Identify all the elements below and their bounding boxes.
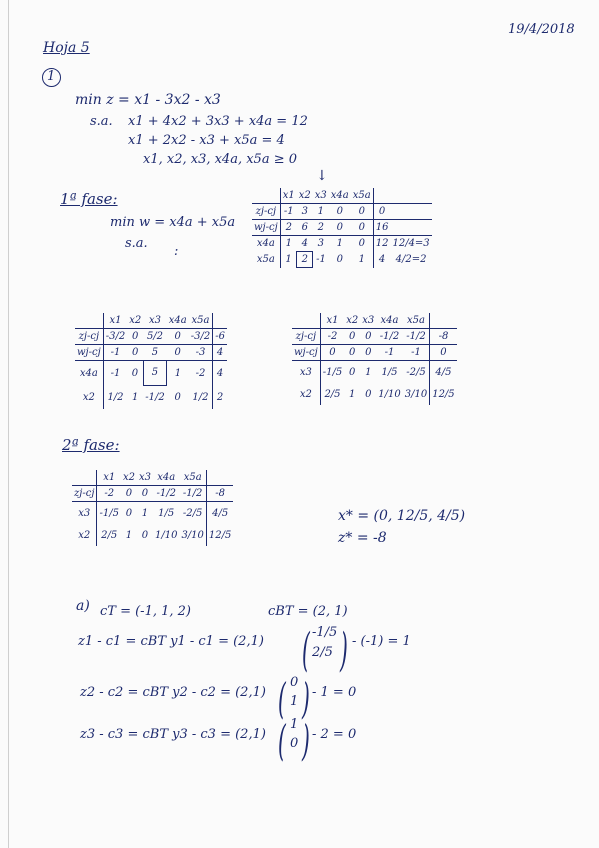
cell: -8: [430, 329, 457, 345]
header-cell: x3: [313, 188, 329, 204]
cell: -1/2: [145, 391, 165, 403]
cell: 3: [317, 238, 324, 250]
header-cell: x1: [103, 313, 127, 329]
cell: 1: [285, 238, 292, 250]
cell: 4/5: [212, 507, 229, 519]
cell: -2/5: [403, 361, 430, 384]
header-cell: x1: [320, 313, 344, 329]
header-cell: x1: [97, 470, 121, 486]
header-cell: x2: [121, 470, 137, 486]
cell: 0: [329, 204, 351, 220]
cell: 0: [365, 388, 372, 400]
cell: 0: [125, 507, 133, 519]
cell: 3: [297, 204, 313, 220]
cell: -1/5: [322, 366, 343, 378]
paren-open: (: [278, 673, 286, 724]
row-label: zj-cj: [252, 204, 280, 220]
problem-st-label: s.a.: [90, 114, 113, 129]
header-cell: x1: [280, 188, 297, 204]
cell: -3/2: [189, 329, 213, 345]
cell: 0: [131, 367, 139, 379]
basic-cost-vector: cBT = (2, 1): [268, 604, 348, 619]
header-cell: x2: [127, 313, 143, 329]
header-cell: [72, 470, 97, 486]
cell: 1: [285, 254, 292, 265]
cell: 0: [121, 486, 137, 502]
cell: 1: [174, 367, 182, 379]
cell: 0: [329, 220, 351, 236]
table-row: [252, 252, 432, 268]
pivot-cell: 2: [297, 252, 313, 268]
row-label: x2: [292, 383, 320, 405]
table-row: [252, 220, 432, 236]
ratio-cell: 4/2=2: [395, 254, 427, 265]
header-cell: x5a: [351, 188, 373, 204]
table-row: [292, 383, 457, 405]
cell: 2/5: [324, 388, 341, 400]
row-label: x4a: [75, 361, 103, 386]
row-label: zj-cj: [292, 329, 320, 345]
tableau-phase1-3: [292, 313, 457, 405]
phase2-label: 2ª fase:: [62, 436, 120, 454]
cell: -1: [110, 367, 121, 379]
date: 19/4/2018: [508, 22, 575, 37]
header-cell: [373, 188, 390, 204]
optimal-value: z* = -8: [338, 530, 387, 546]
cell: 12: [375, 238, 389, 250]
reduced-cost-3-right: - 2 = 0: [312, 727, 357, 742]
cell: 1: [125, 529, 133, 541]
problem-objective: min z = x1 - 3x2 - x3: [75, 92, 221, 108]
vector-y2-top: 0: [290, 675, 299, 690]
cell: -1: [280, 204, 297, 220]
cell: 0: [167, 329, 189, 345]
cell: 1/10: [378, 388, 401, 400]
cell: 2: [280, 220, 297, 236]
table-row: [72, 502, 233, 525]
phase1-label: 1ª fase:: [60, 190, 118, 208]
table-row: [75, 329, 227, 345]
paren-close: ): [340, 622, 348, 678]
cell: 0: [141, 529, 149, 541]
cell: -8: [206, 486, 233, 502]
cell: -3: [189, 345, 213, 361]
page-edge: [8, 0, 9, 848]
paren-open: (: [278, 715, 286, 766]
tableau-phase2: [72, 470, 233, 546]
cell: 5/2: [143, 329, 166, 345]
header-cell: x3: [137, 470, 153, 486]
cell: 12/5: [432, 388, 455, 400]
table-row: [75, 361, 227, 386]
table-row: [75, 385, 227, 409]
header-cell: x3: [143, 313, 166, 329]
cell: 1: [349, 388, 356, 400]
table-row: [292, 329, 457, 345]
table-row: [252, 236, 432, 252]
cell: 0: [336, 254, 343, 265]
entering-arrow-icon: ↓: [316, 168, 328, 184]
cell: 0: [349, 366, 356, 378]
reduced-cost-1-left: z1 - c1 = cBT y1 - c1 = (2,1): [78, 634, 264, 649]
cell: 0: [344, 329, 360, 345]
cell: 1: [365, 366, 372, 378]
cell: 1: [336, 238, 343, 250]
cell: 0: [360, 329, 376, 345]
cell: -2: [320, 329, 344, 345]
row-label: x4a: [252, 236, 280, 252]
vector-y3-top: 1: [290, 717, 299, 732]
row-label: wj-cj: [75, 345, 103, 361]
row-label: zj-cj: [75, 329, 103, 345]
cell: -6: [213, 329, 227, 345]
header-cell: [252, 188, 280, 204]
cell: 1: [141, 507, 149, 519]
cell: 12/5: [208, 529, 232, 541]
cell: 0: [351, 220, 373, 236]
header-cell: [430, 313, 457, 329]
sheet-title: Hoja 5: [43, 40, 90, 56]
vector-y1-bottom: 2/5: [312, 645, 333, 660]
cell: 6: [297, 220, 313, 236]
cell: 0: [360, 345, 376, 361]
vector-y1-top: -1/5: [312, 625, 338, 640]
constraint-3: x1, x2, x3, x4a, x5a ≥ 0: [143, 152, 298, 167]
table-row: [72, 524, 233, 546]
phase1-objective: min w = x4a + x5a: [110, 215, 236, 230]
cell: 1: [132, 391, 139, 403]
header-cell: x4a: [376, 313, 402, 329]
cell: 1: [351, 252, 373, 268]
cell: 4: [301, 238, 308, 249]
paren-close: ): [302, 673, 310, 724]
header-cell: x2: [344, 313, 360, 329]
cell: 1/5: [381, 366, 398, 378]
row-label: x5a: [252, 252, 280, 268]
row-label: x3: [292, 361, 320, 384]
ratio-cell: 12/4=3: [392, 238, 430, 250]
cell: 4: [216, 367, 224, 379]
paren-open: (: [302, 622, 310, 678]
row-label: wj-cj: [292, 345, 320, 361]
table-row: [252, 204, 432, 220]
exercise-number: 1: [47, 69, 56, 84]
paren-close: ): [302, 715, 310, 766]
cell: 3/10: [403, 383, 430, 405]
cell: -1: [103, 345, 127, 361]
header-cell: x4a: [329, 188, 351, 204]
cell: 5: [143, 345, 166, 361]
tableau-phase1-1: [252, 188, 432, 268]
header-cell: [213, 313, 227, 329]
cell: 1/10: [154, 529, 178, 541]
ratio-cell: [390, 220, 431, 236]
constraint-1: x1 + 4x2 + 3x3 + x4a = 12: [128, 114, 308, 129]
header-cell: x4a: [167, 313, 189, 329]
header-cell: x5a: [179, 470, 206, 486]
cell: 0: [167, 345, 189, 361]
cell: -2: [189, 361, 213, 386]
cell: 4: [213, 345, 227, 361]
cell: -2/5: [179, 502, 206, 525]
constraint-2: x1 + 2x2 - x3 + x5a = 4: [128, 133, 285, 148]
reduced-cost-3-left: z3 - c3 = cBT y3 - c3 = (2,1): [80, 727, 266, 742]
cell: 2/5: [101, 529, 118, 541]
cell: -2: [97, 486, 121, 502]
optimal-solution: x* = (0, 12/5, 4/5): [338, 508, 466, 524]
cell: 0: [174, 391, 181, 403]
cell: 0: [430, 345, 457, 361]
cell: 0: [320, 345, 344, 361]
phase1-dots: :: [174, 244, 179, 259]
cell: 0: [127, 329, 143, 345]
cell: -1/5: [99, 507, 119, 519]
cell: 1/2: [189, 385, 213, 409]
cell: -1: [403, 345, 430, 361]
pivot-cell: 5: [143, 361, 166, 386]
cell: 4: [378, 254, 386, 265]
cell: 0: [351, 204, 373, 220]
cell: 3/10: [179, 524, 206, 546]
phase1-st-label: s.a.: [125, 236, 148, 251]
ratio-cell: [390, 204, 431, 220]
cell: 0: [137, 486, 153, 502]
cell: 0: [127, 345, 143, 361]
header-cell: x5a: [403, 313, 430, 329]
header-cell: [292, 313, 320, 329]
cell: 4/5: [435, 366, 452, 378]
cell: 1/5: [158, 507, 175, 519]
table-row: [72, 486, 233, 502]
cost-vector: cT = (-1, 1, 2): [100, 604, 191, 619]
vector-y3-bottom: 0: [290, 736, 299, 751]
cell: -1: [376, 345, 402, 361]
cell: 0: [351, 236, 373, 252]
part-a-label: a): [76, 598, 90, 614]
reduced-cost-2-right: - 1 = 0: [312, 685, 357, 700]
cell: 1/2: [107, 391, 124, 403]
row-label: x3: [72, 502, 97, 525]
cell: 0: [373, 204, 390, 220]
row-label: zj-cj: [72, 486, 97, 502]
cell: -1/2: [376, 329, 402, 345]
header-cell: x2: [297, 188, 313, 204]
table-row: [75, 345, 227, 361]
reduced-cost-2-left: z2 - c2 = cBT y2 - c2 = (2,1): [80, 685, 266, 700]
cell: 0: [344, 345, 360, 361]
row-label: x2: [75, 385, 103, 409]
cell: 1: [313, 204, 329, 220]
cell: -1: [316, 254, 326, 265]
cell: 2: [216, 391, 224, 403]
vector-y2-bottom: 1: [290, 694, 299, 709]
cell: 2: [313, 220, 329, 236]
cell: -1/2: [179, 486, 206, 502]
cell: -1/2: [153, 486, 179, 502]
table-row: [292, 361, 457, 384]
tableau-phase1-2: [75, 313, 227, 409]
row-label: x2: [72, 524, 97, 546]
header-cell: [75, 313, 103, 329]
cell: -1/2: [403, 329, 430, 345]
reduced-cost-1-right: - (-1) = 1: [352, 634, 411, 649]
header-cell: x5a: [189, 313, 213, 329]
header-cell: x4a: [153, 470, 179, 486]
row-label: wj-cj: [252, 220, 280, 236]
header-cell: x3: [360, 313, 376, 329]
cell: 16: [373, 220, 390, 236]
header-cell: [206, 470, 233, 486]
cell: -3/2: [103, 329, 127, 345]
table-row: [292, 345, 457, 361]
